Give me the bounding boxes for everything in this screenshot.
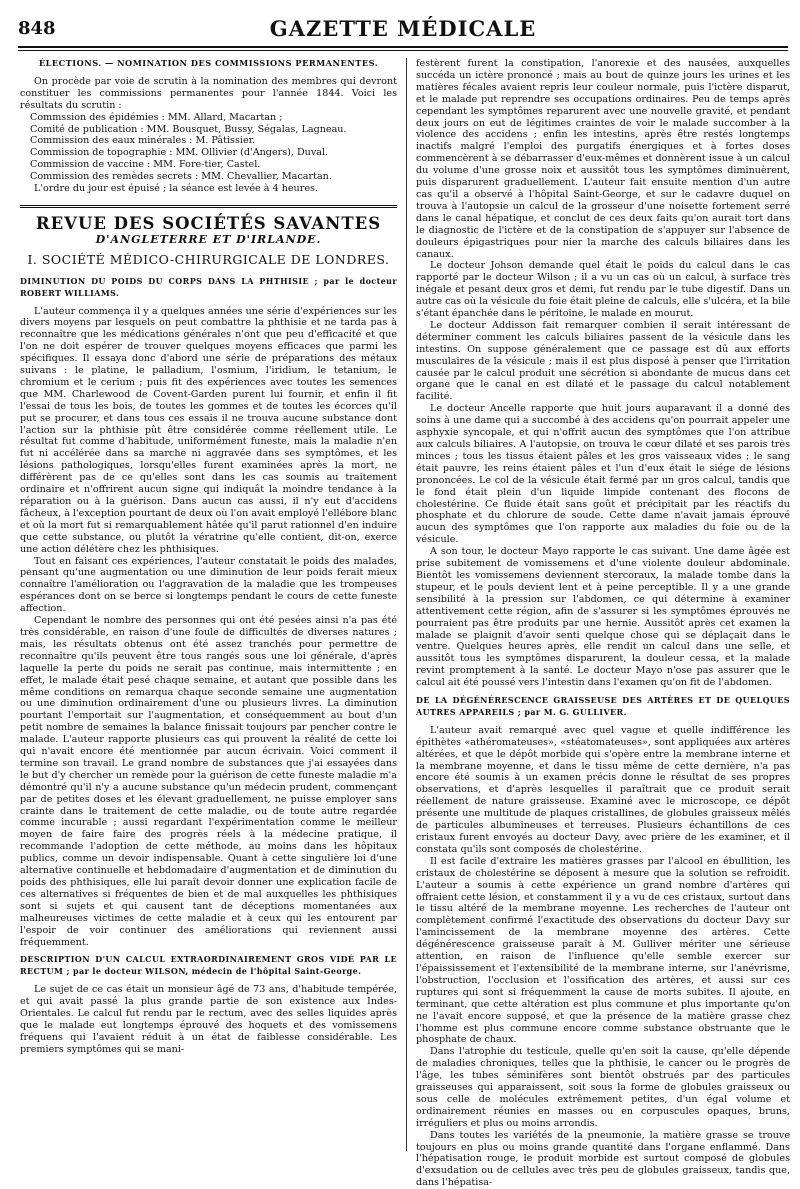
header-rule-thin	[18, 50, 788, 51]
journal-title: GAZETTE MÉDICALE	[269, 16, 537, 41]
session-closing: L'ordre du jour est épuisé ; la séance est levée à 4 heures.	[34, 183, 318, 195]
article-paragraph: Dans toutes les variétés de la pneumonie, la matière grasse se trouve toujours en plus ou moins grande quantité dans l'organe enflammé. Dans l'hépatisation rouge, le produit morbide est surtout composé de globules d'exsudation ou de cellules avec très peu de globules graisseux, tandis que, dans l'hépatisa-	[416, 1129, 790, 1189]
article-paragraph: L'auteur commença il y a quelques années une série d'expériences sur les divers moyens par lesquels on peut combattre la phthisie et ne tarda pas à reconnaître que les médications générales n'ont que peu d'efficacité et que l'on ne doit espérer de trouver quelques moyens efficaces que parmi les spécifiques. Il essaya donc d'abord une série de préparations des métaux suivans : le platine, le palladium, l'osmium, l'iridium, le tetanium, le chromium et le cerium ; puis fit des expériences avec toutes les semences que MM. Charlewood de Covent-Garden purent lui fournir, et enfin il fit l'essai de tous les bois, de toutes les gommes et de toutes les écorces qu'il put se procurer, et dans tous ces essais il ne trouva aucune substance dont l'action sur la phthisie pût être considérée comme réellement utile. Le résultat fut comme d'habitude, uniformément funeste, mais la maladie n'en fut ni accélérée dans sa marche ni aggravée dans ses symptômes, et les lésions pathologiques, lorsqu'elles furent examinées après la mort, ne différèrent pas de ce qu'elles sont dans les cas soumis au traitement ordinaire et n'offrirent aucun signe qui indiquât la moindre tendance à la réparation ou à la guérison. Dans aucun cas aussi, il n'y eut d'accidens fâcheux, à l'exception pourtant de deux où l'on avait employé l'ellébore blanc et où la mort fut si remarquablement hâtée qu'il parut rationnel d'en induire que cette substance, ou plutôt la vératrine qu'elle contient, dit-on, exerce une action délétère chez les phthisiques.	[20, 305, 397, 555]
article-paragraph: Tout en faisant ces expériences, l'auteur constatait le poids des malades, pensant qu'une augmentation ou une diminution de leur poids ferait mieux connaître l'amélioration ou l'aggravation de la maladie que les trompeuses espérances dont on se berce si longtemps pendant le cours de cette funeste affection.	[20, 555, 397, 615]
article-paragraph: L'auteur avait remarqué avec quel vague et quelle indifférence les épithètes «athéromateuses», «stéatomateuses», sont appliquées aux artères altérées, et que le dépôt morbide qui s'opère entre la membrane interne et la membrane moyenne, et dans le tissu même de cette dernière, n'a pas encore été soumis à un examen précis donne le résultat de ses propres observations, et d'après lesquelles il paraîtrait que ce produit serait réellement de nature graisseuse. Examiné avec le microscope, ce dépôt présente une multitude de plaques cristallines, de globules graisseux mêlés de particules albumineuses et terreuses. Plusieurs échantillons de ces cristaux furent envoyés au docteur Davy, avec prière de les examiner, et il constata qu'ils sont composés de cholestérine.	[416, 724, 790, 855]
article-paragraph: Le docteur Johson demande quel était le poids du calcul dans le cas rapporté par le docteur Wilson ; il a vu un cas où un calcul, à surface très inégale et pesant deux gros et demi, fut rendu par le tube digestif. Dans un autre cas où la vésicule du foie était pleine de calculs, elle s'ulcéra, et la bile s'étant épanchée dans le péritoine, le malade en mourut.	[416, 260, 790, 320]
header-rule	[18, 46, 788, 48]
column-divider	[406, 58, 407, 1151]
review-subtitle: D'ANGLETERRE ET D'IRLANDE.	[95, 232, 322, 246]
section-divider	[20, 205, 397, 208]
page-number: 848	[18, 18, 56, 39]
article-paragraph: Cependant le nombre des personnes qui ont été pesées ainsi n'a pas été très considérable, en raison d'une foule de difficultés de diverses natures ; mais, les résultats obtenus ont été assez tranchés pour permettre de reconnaître qu'ils peuvent être tous rangés sous une loi générale, d'après laquelle la perte du poids ne serait pas continue, mais intermittente ; en effet, le malade était pesé chaque semaine, et autant que possible dans les même conditions on remarqua chaque seconde semaine une augmentation ou une diminution ordinairement d'une ou plusieurs livres. La diminution pourtant l'emportait sur l'augmentation, et conséquemment au bout d'un petit nombre de semaines la balance finissait toujours par pencher contre le malade. L'auteur rapporte plusieurs cas qui prouvent la réalité de cette loi qui n'avait encore été mentionnée par aucun écrivain. Voici comment il termine son travail. Le grand nombre de substances que j'ai essayées dans le but d'y chercher un remède pour la guérison de cette funeste maladie m'a démontré qu'il n'y a aucune substance qu'un médecin prudent, commençant par de petites doses et les élevant graduellement, ne puisse employer sans crainte dans le traitement de cette maladie, ou de toute autre regardée comme incurable ; aussi regardant l'expérimentation comme le meilleur moyen de faire faire des progrès réels à la médecine pratique, il recommande l'adoption de cette méthode, au moins dans les hôpitaux publics, comme un devoir indispensable. Quant à cette singulière loi d'une alternative continuelle et hebdomadaire d'augmentation et de diminution du poids des phthisiques, elle lui paraît devoir donner une explication facile de ces alternatives si fréquentes de bien et de mal auxquelles les phthisiques sont si sujets et qui causent tant de déceptions momentanées aux malheureuses victimes de cette maladie et à ceux qui les entourent par l'espoir de voir continuer des améliorations qui reviennent aussi fréquemment.	[20, 615, 397, 948]
left-column	[20, 58, 397, 1151]
article-paragraph: festèrent furent la constipation, l'anorexie et des nausées, auxquelles succéda un ictère prononcé ; mais au bout de quinze jours les urines et les matières fécales avaient repris leur couleur normale, puis l'ictère disparut, et le malade put reprendre ses occupations ordinaires. Peu de temps après cependant les symptômes reparurent avec une nouvelle gravité, et pendant deux jours on eut de légitimes craintes de voir le malade succomber à la violence des accidens ; enfin les intestins, après être restés longtemps inactifs malgré l'emploi des purgatifs énergiques et à fortes doses commencèrent à se débarrasser d'eux-mêmes et donnèrent issue à un calcul du volume d'une grosse noix et aussitôt tous les symptômes diminuèrent, puis disparurent graduellement. L'auteur fait ensuite mention d'un autre cas qu'il a observé à l'hôpital Saint-George, et sur le cadavre duquel on trouva à l'autopsie un calcul de la grosseur d'une noisette fortement serré dans le canal hépatique, et conclut de ces deux faits qu'on aurait tort dans le diagnostic de l'ictère et de la constipation de s'appuyer sur l'absence de douleurs épigastriques pour nier la marche des calculs biliaires dans les canaux.	[416, 58, 790, 260]
commission-item: Commission des eaux minérales : M. Pâtissier.	[30, 135, 256, 147]
article-paragraph: Dans l'atrophie du testicule, quelle qu'en soit la cause, qu'elle dépende de maladies chroniques, telles que la phthisie, le cancer ou le progrès de l'âge, les tubes séminifères sont bientôt obstrués par des particules graisseuses qui apparaissent, soit sous la forme de globules graisseux ou sous celle de molécules extrêmement petites, d'un égal volume et ordinairement réunies en masses ou en corpuscules opaques, bruns, irréguliers et plus ou moins arrondis.	[416, 1046, 790, 1129]
commission-item: Commission de vaccine : MM. Fore-tier, Castel.	[30, 159, 261, 171]
commission-item: Commission des remèdes secrets : MM. Chevallier, Macartan.	[30, 171, 332, 183]
article-heading	[20, 276, 397, 300]
article-heading-text: DESCRIPTION D'UN CALCUL EXTRAORDINAIREMENT GROS VIDÉ PAR LE RECTUM ; par le docteur WILSON, médecin de l'hôpital Saint-George.	[20, 954, 397, 977]
article-heading	[20, 954, 397, 978]
article-heading-text: DE LA DÉGÉNÉRESCENCE GRAISSEUSE DES ARTÈRES ET DE QUELQUES AUTRES APPAREILS ; par M. G. GULLIVER.	[416, 695, 790, 717]
article-heading	[416, 695, 790, 719]
article-paragraph: Le docteur Ancelle rapporte que huit jours auparavant il a donné des soins à une dame qui a succombé à des accidens qu'on pourrait appeler une asphyxie syncopale, et qui n'offrit aucun des symptômes que l'on attribue aux calculs biliaires. A l'autopsie, on trouva le cœur dilaté et ses parois très minces ; tous les tissus étaient pâles et les gros vaisseaux vides ; le sang était pauvre, les reins étaient pâles et l'un d'eux était le siége de lésions prononcées. Le col de la vésicule était fermé par un gros calcul, tandis que le fond était plein d'un liquide limpide contenant des flocons de cholestérine. Ce fluide était sans goût et précipitait par les réactifs du phosphate et du chlorure de soude. Cette dame n'avait jamais éprouvé aucun des symptômes que l'on rapporte aux maladies du foie ou de la vésicule.	[416, 403, 790, 546]
society-title: I. SOCIÉTÉ MÉDICO-CHIRURGICALE DE LONDRES.	[27, 251, 390, 267]
article-heading-text: DIMINUTION DU POIDS DU CORPS DANS LA PHTHISIE ; par le docteur ROBERT WILLIAMS.	[20, 275, 397, 298]
commission-item: Comité de publication : MM. Bousquet, Bussy, Ségalas, Lagneau.	[30, 123, 347, 135]
elections-heading: ÉLECTIONS. — NOMINATION DES COMMISSIONS PERMANENTES.	[38, 58, 379, 68]
article-paragraph: Il est facile d'extraire les matières grasses par l'alcool en ébullition, les cristaux de cholestérine se déposent à mesure que la solution se refroidit. L'auteur a soumis à cette expérience un grand nombre d'artères qui offraient cette lésion, et constamment il y a vu de ces cristaux, surtout dans le tissu altéré de la membrane moyenne. Les recherches de l'auteur ont complètement confirmé l'exactitude des observations du docteur Davy sur l'amincissement de la membrane moyenne des artères. Cette dégénérescence graisseuse paraît à M. Gulliver mériter une sérieuse attention, en raison de l'influence qu'elle semble exercer sur l'épaississement et l'extensibilité de la membrane interne, sur l'anévrisme, l'obstruction, l'occlusion et l'ossification des artères, et aussi sur ces ruptures qui sont si fréquemment la cause de morts subites. Il ajoute, en terminant, que cette altération est plus commune et plus importante qu'on ne l'avait encore supposé, et que la présence de la matière grasse chez l'homme est plus commune encore comme substance obstruante que le phosphate de chaux.	[416, 855, 790, 1046]
article-paragraph: Le docteur Addisson fait remarquer combien il serait intéressant de déterminer comment les calculs biliaires passent de la vésicule dans les intestins. On suppose généralement que ce passage est dû aux efforts musculaires de la vésicule ; mais il est plus disposé à penser que l'irritation causée par le calcul produit une sécrétion si abondante de mucus dans cet organe que le canal en est dilaté et le passage du calcul notablement facilité.	[416, 319, 790, 403]
page-header	[18, 10, 788, 46]
commission-item: Commssion des épidémies : MM. Allard, Macartan ;	[30, 111, 283, 123]
article-paragraph: Le sujet de ce cas était un monsieur âgé de 73 ans, d'habitude tempérée, et qui avait passé la plus grande partie de son existence aux Indes-Orientales. Le calcul fut rendu par le rectum, avec des selles liquides après que le malade eut longtemps éprouvé des hoquets et des vomissemens fréquens qui l'avaient réduit à un état de faiblesse considérable. Les premiers symptômes qui se mani-	[20, 984, 397, 1055]
commission-item: Commission de topographie : MM. Ollivier (d'Angers), Duval.	[30, 147, 329, 159]
article-paragraph: A son tour, le docteur Mayo rapporte le cas suivant. Une dame âgée est prise subitement de vomissemens et d'une violente douleur abdominale. Bientôt les vomissemens deviennent stercoraux, la malade tombe dans la stupeur, et le pouls devient lent et à peine perceptible. Il y a une grande sensibilité à la pression sur l'abdomen, ce qui détermine à examiner attentivement cette région, afin de s'assurer si les symptômes éprouvés ne pourraient pas être produits par une hernie. Aussitôt après cet examen la malade se plaignit d'avoir senti quelque chose qui se déplaçait dans le ventre. Quelques heures après, elle rendit un calcul dans une selle, et aussitôt tous les symptômes disparurent, la douleur cessa, et la malade revint promptement à la santé. Le docteur Mayo n'ose pas assurer que le calcul ait été poussé vers l'intestin dans l'examen qu'on fit de l'abdomen.	[416, 546, 790, 689]
review-title: REVUE DES SOCIÉTÉS SAVANTES	[35, 213, 382, 233]
right-column	[416, 58, 790, 1189]
elections-intro: On procède par voie de scrutin à la nomination des membres qui devront constituer les commissions permanentes pour l'année 1844. Voici les résultats du scrutin :	[20, 75, 397, 111]
